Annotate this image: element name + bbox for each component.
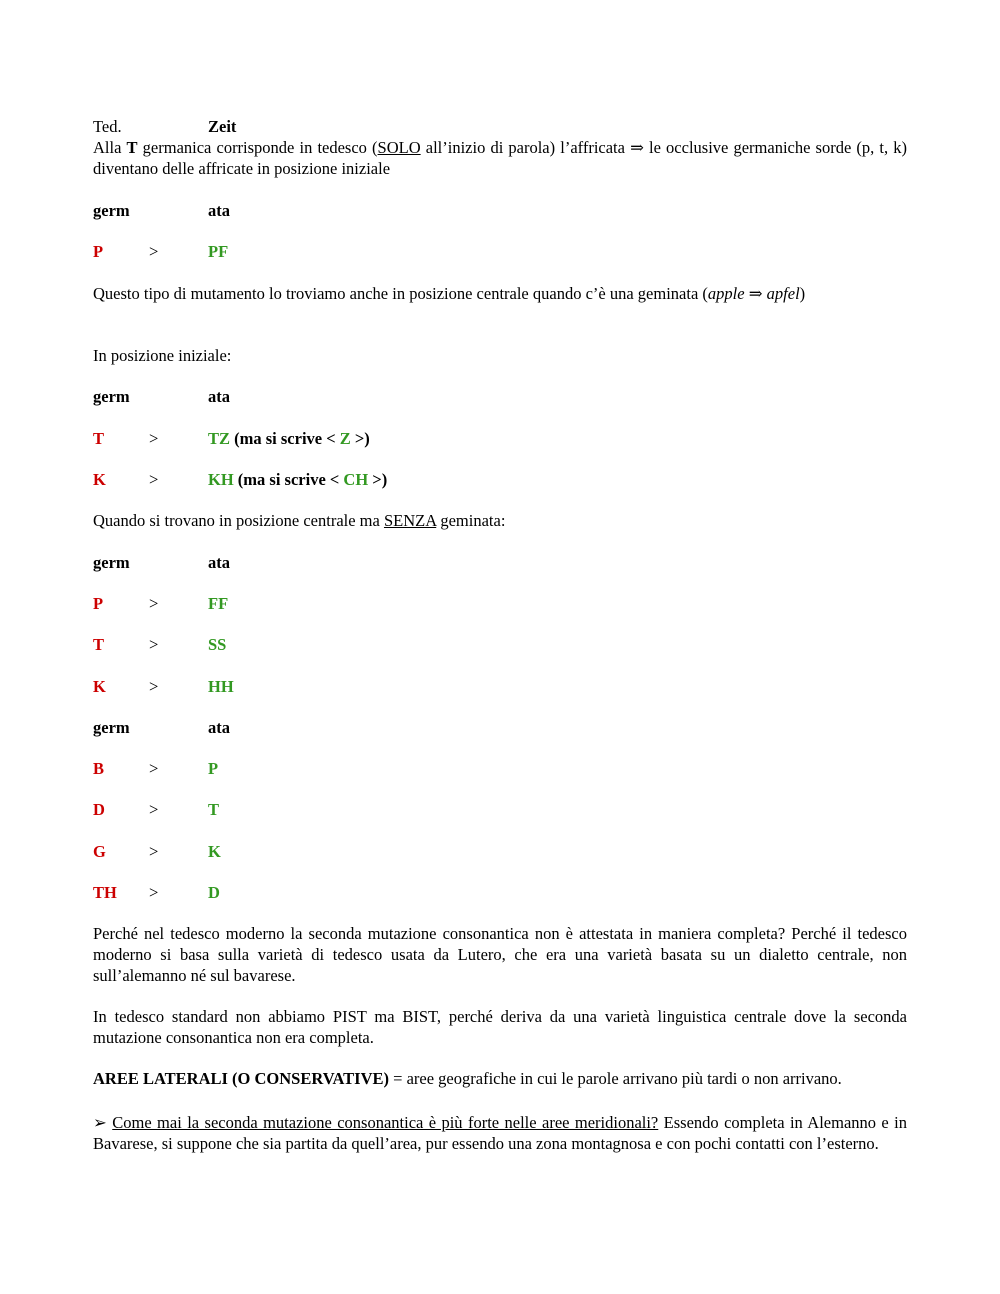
intro-bold-t: T (126, 138, 138, 157)
header-lang: Ted. (93, 117, 122, 136)
ata-consonant: P (208, 759, 219, 778)
germ-label: germ (93, 553, 130, 572)
central-note-close: ) (799, 284, 806, 303)
paragraph-modern-german: Perché nel tedesco moderno la seconda mutazione consonantica non è attestata in maniera completa? Perché il tedesco moderno si basa sulla varietà di tedesco usata da Lutero, che era una varietà basata su un dialetto centrale, non sull’alemanno né sul bavarese. (93, 924, 907, 985)
bullet-paragraph (93, 1112, 907, 1154)
header-word: Zeit (208, 117, 237, 136)
bullet-question: Come mai la seconda mutazione consonantica è più forte nelle aree meridionali? (112, 1113, 659, 1132)
ata-consonant: KH (208, 470, 234, 489)
ata-label: ata (208, 718, 230, 737)
germanic-consonant: T (93, 635, 105, 654)
spelling-note: (ma si scrive < (230, 429, 340, 448)
central-note (93, 283, 907, 304)
intro-paragraph (93, 137, 907, 179)
bullet-answer: Essendo completa in Alemanno e in Bavarese, si suppone che sia partita da quell’area, pur essendo una zona montagnosa e con pochi contatti con l’esterno. (93, 1113, 907, 1153)
germ-label: germ (93, 387, 130, 406)
intro-text-1: Alla (93, 138, 127, 157)
shift-arrow: > (149, 677, 159, 696)
shift-arrow: > (149, 635, 159, 654)
ata-consonant: T (208, 800, 220, 819)
germanic-consonant: P (93, 242, 104, 261)
ata-label: ata (208, 553, 230, 572)
shift-arrow: > (149, 883, 159, 902)
ata-consonant: D (208, 883, 220, 902)
germanic-consonant: K (93, 470, 106, 489)
implies-arrow: ⇒ (744, 284, 767, 303)
paragraph-standard-german: In tedesco standard non abbiamo PIST ma BIST, perché deriva da una varietà linguistica centrale dove la seconda mutazione consonantica non era completa. (93, 1007, 907, 1047)
shift-arrow: > (149, 842, 159, 861)
aree-def: = aree geografiche in cui le parole arrivano più tardi o non arrivano. (389, 1069, 842, 1088)
spelling-note-close: >) (368, 470, 388, 489)
spelling-note-close: >) (350, 429, 370, 448)
germanic-consonant: D (93, 800, 105, 819)
spelling-note: (ma si scrive < (233, 470, 344, 489)
aree-term: AREE LATERALI (O CONSERVATIVE) (93, 1069, 390, 1088)
ata-label: ata (208, 201, 230, 220)
germanic-consonant: TH (93, 883, 117, 902)
intro-text-2: germanica corrisponde in tedesco ( (137, 138, 378, 157)
ata-label: ata (208, 387, 230, 406)
intro-solo: SOLO (377, 138, 421, 157)
shift-arrow: > (149, 759, 159, 778)
central-heading (93, 510, 907, 531)
shift-arrow: > (149, 800, 159, 819)
example-apple: apple (707, 284, 745, 303)
germanic-consonant: G (93, 842, 106, 861)
central-heading-end: geminata: (436, 511, 506, 530)
germ-label: germ (93, 201, 130, 220)
central-note-text: Questo tipo di mutamento lo troviamo anche in posizione centrale quando c’è una geminata ( (93, 284, 708, 303)
initial-heading: In posizione iniziale: (93, 346, 232, 365)
spelling-letter: CH (343, 470, 369, 489)
germanic-consonant: K (93, 677, 106, 696)
germanic-consonant: P (93, 594, 104, 613)
aree-laterali-definition (93, 1068, 907, 1089)
central-heading-senza: SENZA (383, 511, 437, 530)
arrowhead-bullet-icon: ➢ (93, 1113, 113, 1132)
intro-text-3: all’inizio di parola) l’affricata ⇒ le occlusive germaniche sorde (p, t, k) diventano delle affricate in posizione iniziale (93, 138, 907, 178)
ata-consonant: FF (208, 594, 229, 613)
germanic-consonant: T (93, 429, 105, 448)
shift-arrow: > (149, 429, 159, 448)
ata-consonant: HH (208, 677, 234, 696)
central-heading-text: Quando si trovano in posizione centrale ma (93, 511, 384, 530)
example-apfel: apfel (766, 284, 800, 303)
germ-label: germ (93, 718, 130, 737)
ata-consonant: K (208, 842, 221, 861)
shift-arrow: > (149, 594, 159, 613)
ata-consonant: PF (208, 242, 229, 261)
shift-arrow: > (149, 470, 159, 489)
ata-consonant: SS (208, 635, 227, 654)
germanic-consonant: B (93, 759, 105, 778)
shift-arrow: > (149, 242, 159, 261)
spelling-letter: Z (339, 429, 351, 448)
ata-consonant: TZ (208, 429, 231, 448)
